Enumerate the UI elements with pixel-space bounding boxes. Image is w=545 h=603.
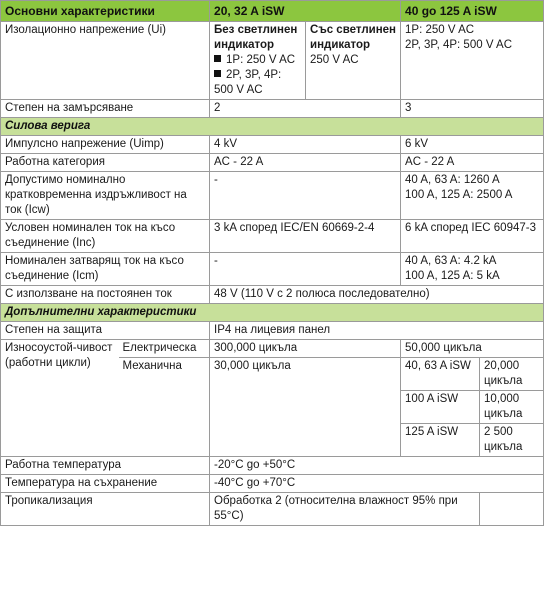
electrical-b: 50,000 цикъла [401, 340, 544, 358]
st-temp-label: Температура на съхранение [1, 475, 210, 493]
op-temp-row [1, 457, 544, 475]
uimp-b: 6 kV [401, 136, 544, 154]
section-extra: Допълнителни характеристики [1, 304, 544, 322]
isolation-with-indicator [306, 22, 401, 100]
category-b: AC - 22 A [401, 154, 544, 172]
durability-mechanical-label: Механична [119, 358, 210, 457]
pollution-b: 3 [401, 100, 544, 118]
tropic-value: Обработка 2 (относителна влажност 95% при 55°C) [210, 493, 480, 526]
header-row [1, 1, 544, 22]
pollution-label: Степен на замърсяване [1, 100, 210, 118]
protection-label: Степен на защита [1, 322, 210, 340]
dc-row [1, 286, 544, 304]
header-col-a: 20, 32 A iSW [210, 1, 401, 22]
protection-row [1, 322, 544, 340]
mech-cycles: 20,000 цикъла [480, 358, 544, 391]
dc-value: 48 V (110 V с 2 полюса последователно) [210, 286, 544, 304]
inc-a: 3 kA според IEC/EN 60669-2-4 [210, 220, 401, 253]
isolation-label: Изолационно напрежение (Ui) [1, 22, 210, 100]
durability-electrical-label: Електрическа [119, 340, 210, 358]
electrical-a: 300,000 цикъла [210, 340, 401, 358]
tropic-row [1, 493, 544, 526]
section-power: Силова верига [1, 118, 544, 136]
no-indicator-1p: 1P: 250 V AC [214, 53, 302, 68]
op-temp-value: -20°C go +50°C [210, 457, 544, 475]
header-main-label: Основни характеристики [1, 1, 210, 22]
inc-b: 6 kA според IEC 60947-3 [401, 220, 544, 253]
mechanical-a: 30,000 цикъла [210, 358, 401, 457]
mech-rating: 100 A iSW [401, 391, 480, 424]
header-col-b: 40 go 125 A iSW [401, 1, 544, 22]
durability-electrical-row [1, 340, 544, 358]
uimp-label: Импулсно напрежение (Uimp) [1, 136, 210, 154]
icw-a: - [210, 172, 401, 220]
icw-label: Допустимо номинално кратковременна издръжливост на ток (Icw) [1, 172, 210, 220]
category-a: AC - 22 A [210, 154, 401, 172]
inc-row [1, 220, 544, 253]
category-label: Работна категория [1, 154, 210, 172]
icm-a: - [210, 253, 401, 286]
st-temp-value: -40°C go +70°C [210, 475, 544, 493]
isolation-row [1, 22, 544, 100]
bullet-square-icon [214, 70, 221, 77]
mech-cycles: 10,000 цикъла [480, 391, 544, 424]
no-indicator-multi: 2P, 3P, 4P: 500 V AC [214, 69, 282, 96]
pollution-a: 2 [210, 100, 401, 118]
with-indicator-value: 250 V AC [310, 54, 359, 66]
op-temp-label: Работна температура [1, 457, 210, 475]
icm-row [1, 253, 544, 286]
with-indicator-title: Със светлинен индикатор [310, 24, 396, 51]
protection-value: IP4 на лицевия панел [210, 322, 544, 340]
category-row [1, 154, 544, 172]
isolation-no-indicator [210, 22, 306, 100]
durability-label: Износоустой-чивост (работни цикли) [1, 340, 119, 457]
isolation-col-b: 1P: 250 V AC 2P, 3P, 4P: 500 V AC [401, 22, 544, 100]
tropic-label: Тропикализация [1, 493, 210, 526]
icm-b: 40 A, 63 A: 4.2 kA 100 A, 125 A: 5 kA [401, 253, 544, 286]
icm-label: Номинален затварящ ток на късо съединение (Icm) [1, 253, 210, 286]
mech-rating: 125 A iSW [401, 424, 480, 457]
bullet-square-icon [214, 55, 221, 62]
dc-label: С използване на постоянен ток [1, 286, 210, 304]
mech-rating: 40, 63 A iSW [401, 358, 480, 391]
mech-cycles: 2 500 цикъла [480, 424, 544, 457]
icw-row [1, 172, 544, 220]
no-indicator-title: Без светлинен индикатор [214, 24, 298, 51]
pollution-row [1, 100, 544, 118]
st-temp-row [1, 475, 544, 493]
uimp-row [1, 136, 544, 154]
inc-label: Условен номинален ток на късо съединение (Inc) [1, 220, 210, 253]
icw-b: 40 A, 63 A: 1260 A 100 A, 125 A: 2500 A [401, 172, 544, 220]
uimp-a: 4 kV [210, 136, 401, 154]
tropic-empty [480, 493, 544, 526]
